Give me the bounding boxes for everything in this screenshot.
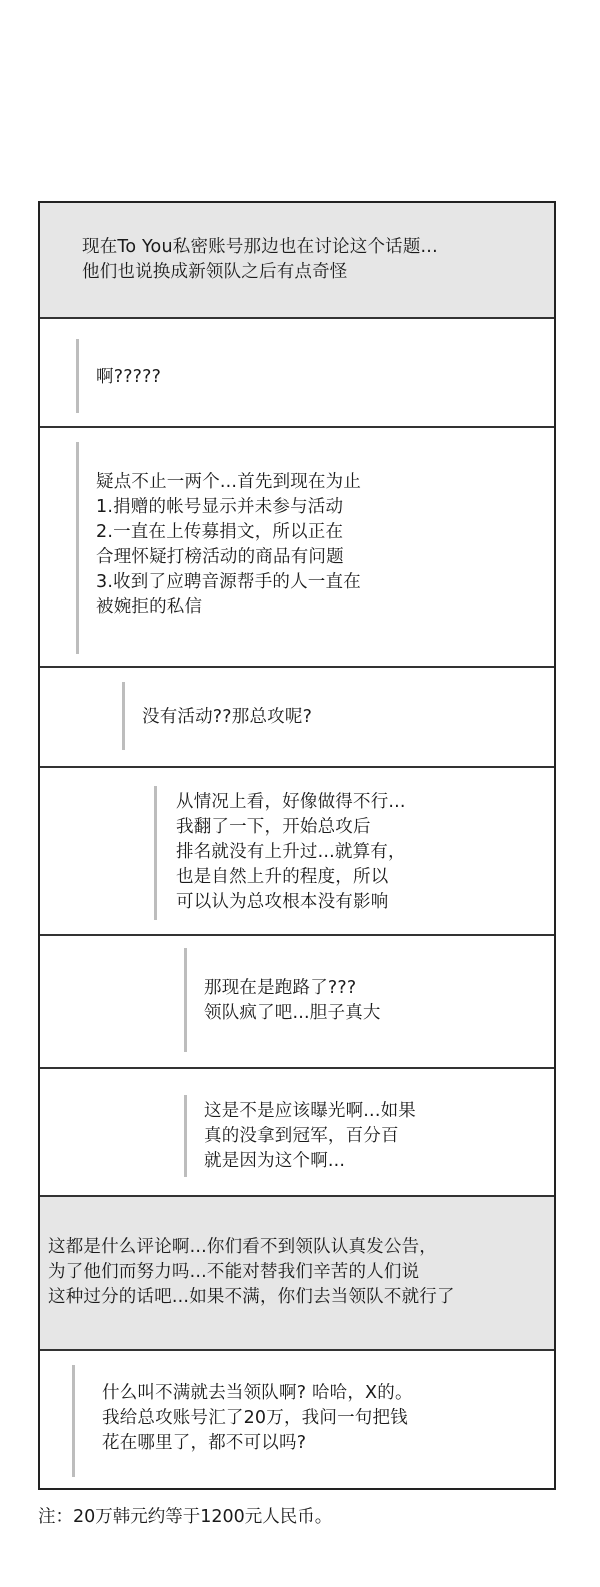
- reply-indent-bar: [184, 1095, 187, 1177]
- reply-indent-bar: [122, 682, 125, 750]
- comment-panel-6: [40, 936, 554, 1067]
- reply-indent-bar: [184, 948, 187, 1052]
- comment-panel-7: [40, 1069, 554, 1195]
- comment-text-4: 没有活动??那总攻呢?: [142, 707, 313, 727]
- comment-text-1: 现在To You私密账号那边也在讨论这个话题... 他们也说换成新领队之后有点奇怪: [82, 237, 438, 282]
- reply-indent-bar: [76, 442, 79, 654]
- comment-text-9: 什么叫不满就去当领队啊? 哈哈，X的。 我给总攻账号汇了20万，我问一句把钱 花在哪里了，都不可以吗?: [102, 1383, 413, 1453]
- comment-text-7: 这是不是应该曝光啊...如果 真的没拿到冠军，百分百 就是因为这个啊...: [204, 1101, 416, 1171]
- comment-text-6: 那现在是跑路了??? 领队疯了吧...胆子真大: [204, 978, 381, 1023]
- reply-indent-bar: [76, 339, 79, 413]
- comment-text-3: 疑点不止一两个...首先到现在为止 1.捐赠的帐号显示并未参与活动 2.一直在上传募捐文，所以正在 合理怀疑打榜活动的商品有问题 3.收到了应聘音源帮手的人一直在 被婉拒的私信: [96, 472, 362, 617]
- comment-panel-3: [40, 428, 554, 666]
- comment-panel-2: [40, 319, 554, 426]
- comment-text-5: 从情况上看，好像做得不行... 我翻了一下，开始总攻后 排名就没有上升过...就算有， 也是自然上升的程度，所以 可以认为总攻根本没有影响: [176, 792, 406, 912]
- comment-panel-8: [40, 1197, 554, 1349]
- comment-panel-4: [40, 668, 554, 766]
- comment-text-8: 这都是什么评论啊...你们看不到领队认真发公告， 为了他们而努力吗...不能对替我们辛苦的人们说 这种过分的话吧...如果不满，你们去当领队不就行了: [48, 1237, 455, 1307]
- comment-text-2: 啊?????: [96, 367, 162, 387]
- reply-indent-bar: [154, 786, 157, 920]
- comment-thread-frame: [38, 201, 556, 1490]
- footnote: 注：20万韩元约等于1200元人民币。: [38, 1507, 333, 1527]
- comment-panel-1: [40, 203, 554, 317]
- reply-indent-bar: [72, 1365, 75, 1477]
- comment-panel-9: [40, 1351, 554, 1488]
- comment-panel-5: [40, 768, 554, 934]
